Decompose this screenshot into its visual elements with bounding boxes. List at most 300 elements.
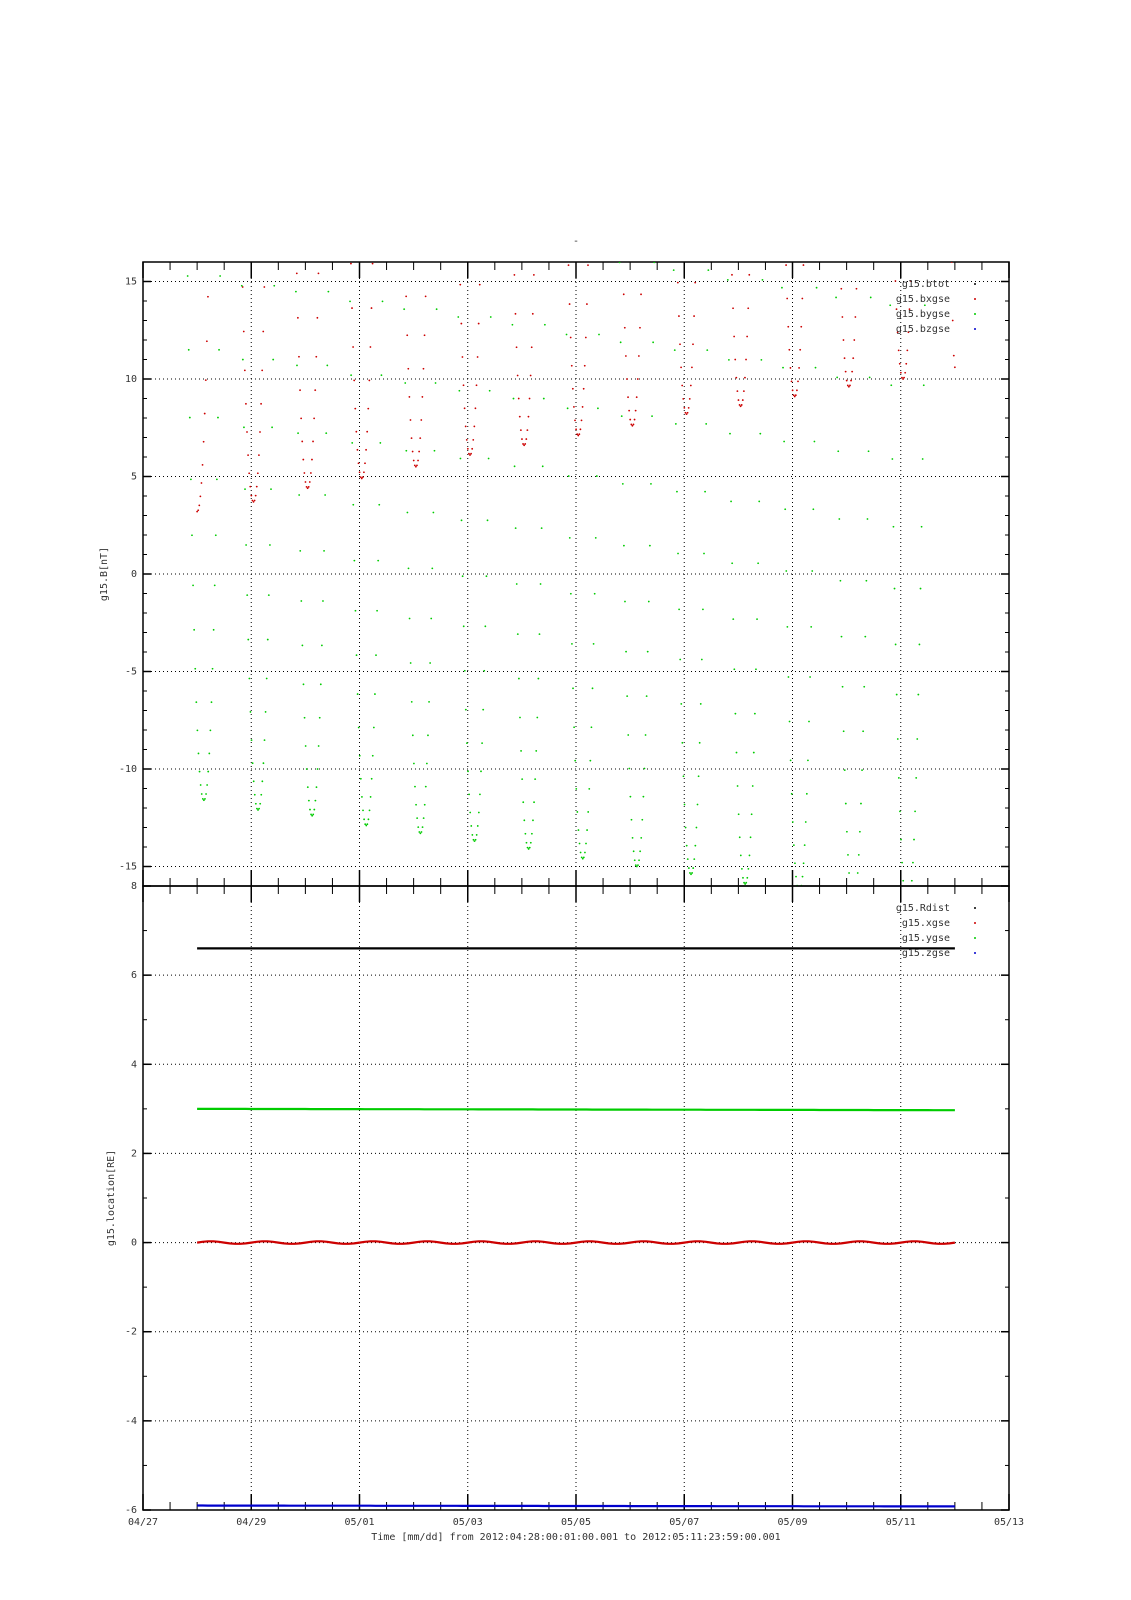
data-point — [846, 380, 848, 382]
data-point — [738, 399, 740, 401]
data-point — [206, 784, 208, 786]
data-point — [407, 512, 409, 514]
data-point — [811, 570, 813, 572]
data-point — [795, 394, 797, 396]
data-point — [693, 858, 695, 860]
data-point — [296, 365, 298, 367]
data-point — [784, 508, 786, 510]
data-point — [531, 346, 533, 348]
data-point — [314, 389, 316, 391]
data-point — [218, 349, 220, 351]
data-point — [516, 346, 518, 348]
data-point — [592, 687, 594, 689]
data-point — [803, 264, 805, 266]
data-point — [570, 593, 572, 595]
data-point — [201, 793, 203, 795]
data-point — [314, 800, 316, 802]
data-point — [543, 398, 545, 400]
data-point — [900, 372, 902, 374]
data-point — [520, 429, 522, 431]
data-point — [403, 308, 405, 310]
data-point — [787, 326, 789, 328]
data-point — [842, 686, 844, 688]
data-point — [531, 833, 533, 835]
data-point — [363, 471, 365, 473]
data-point — [425, 786, 427, 788]
data-point — [358, 727, 360, 729]
data-point — [475, 839, 477, 841]
data-point — [640, 293, 642, 295]
data-point — [851, 371, 853, 373]
data-point — [733, 668, 735, 670]
data-point — [378, 504, 380, 506]
data-point — [687, 412, 689, 414]
data-point — [700, 703, 702, 705]
data-point — [214, 584, 216, 586]
y-tick-label: 5 — [130, 471, 137, 483]
data-point — [406, 334, 408, 336]
figure-top-title: - — [572, 236, 580, 247]
data-point — [791, 380, 793, 382]
data-point — [431, 568, 433, 570]
data-point — [585, 843, 587, 845]
data-point — [807, 759, 809, 761]
data-point — [635, 410, 637, 412]
data-point — [324, 494, 326, 496]
data-point — [211, 701, 213, 703]
data-point — [192, 584, 194, 586]
data-point — [518, 398, 520, 400]
data-point — [305, 745, 307, 747]
data-point — [370, 796, 372, 798]
data-point — [731, 562, 733, 564]
data-point — [243, 331, 245, 333]
data-point — [476, 384, 478, 386]
data-point — [759, 433, 761, 435]
data-point — [800, 326, 802, 328]
data-point — [204, 798, 206, 800]
data-point — [259, 431, 261, 433]
data-point — [902, 880, 904, 882]
data-point — [459, 284, 461, 286]
y-tick-label: -10 — [118, 764, 137, 775]
data-point — [351, 307, 353, 309]
data-point — [569, 303, 571, 305]
y-tick-label: -15 — [118, 861, 137, 873]
data-point — [637, 864, 639, 866]
data-point — [199, 771, 201, 773]
data-point — [418, 451, 420, 453]
data-point — [789, 721, 791, 723]
data-point — [369, 809, 371, 811]
data-point — [922, 458, 924, 460]
data-point — [895, 644, 897, 646]
data-point — [528, 416, 530, 418]
data-point — [405, 450, 407, 452]
data-point — [646, 695, 648, 697]
data-point — [790, 367, 792, 369]
data-point — [366, 431, 368, 433]
data-point — [422, 826, 424, 828]
data-point — [413, 763, 415, 765]
data-point — [258, 454, 260, 456]
data-point — [205, 793, 207, 795]
data-point — [581, 419, 583, 421]
data-point — [521, 438, 523, 440]
data-point — [808, 721, 810, 723]
data-point — [634, 419, 636, 421]
data-point — [257, 472, 259, 474]
data-point — [573, 726, 575, 728]
data-point — [273, 285, 275, 287]
data-point — [366, 823, 368, 825]
data-point — [413, 460, 415, 462]
data-point — [532, 819, 534, 821]
data-point — [544, 324, 546, 326]
data-point — [728, 359, 730, 361]
data-point — [921, 526, 923, 528]
data-point — [539, 633, 541, 635]
legend — [896, 903, 976, 959]
data-point — [707, 269, 709, 271]
data-point — [647, 651, 649, 653]
data-point — [587, 264, 589, 266]
data-point — [579, 843, 581, 845]
data-point — [651, 415, 653, 417]
data-point — [376, 610, 378, 612]
data-point — [746, 336, 748, 338]
data-point — [899, 363, 901, 365]
legend-label: g15.ygse — [901, 933, 950, 944]
data-point — [272, 359, 274, 361]
data-point — [216, 478, 218, 480]
data-point — [642, 796, 644, 798]
data-point — [703, 553, 705, 555]
data-point — [301, 441, 303, 443]
data-point — [812, 508, 814, 510]
data-point — [375, 654, 377, 656]
data-point — [304, 717, 306, 719]
data-point — [628, 768, 630, 770]
data-point — [526, 429, 528, 431]
data-point — [634, 859, 636, 861]
data-point — [196, 729, 198, 731]
data-point — [298, 494, 300, 496]
data-point — [629, 796, 631, 798]
data-point — [533, 801, 535, 803]
data-point — [486, 575, 488, 577]
data-point — [201, 482, 203, 484]
data-point — [194, 668, 196, 670]
legend — [896, 279, 976, 335]
data-point — [263, 286, 265, 288]
data-point — [675, 423, 677, 425]
data-point — [735, 377, 737, 379]
data-point — [408, 396, 410, 398]
data-point — [732, 618, 734, 620]
data-point — [464, 670, 466, 672]
x-axis-label: Time [mm/dd] from 2012:04:28:00:01:00.001 to 2012:05:11:23:59:00.001 — [371, 1532, 781, 1543]
data-point — [641, 819, 643, 821]
y-tick-label: 8 — [130, 881, 137, 892]
data-point — [732, 307, 734, 309]
data-point — [484, 625, 486, 627]
data-point — [639, 850, 641, 852]
data-point — [483, 670, 485, 672]
data-point — [321, 645, 323, 647]
y-tick-label: 10 — [124, 374, 137, 385]
data-point — [352, 346, 354, 348]
data-point — [589, 760, 591, 762]
data-point — [364, 462, 366, 464]
data-point — [758, 501, 760, 503]
data-point — [741, 868, 743, 870]
legend-marker — [974, 937, 976, 939]
data-point — [320, 683, 322, 685]
data-point — [526, 842, 528, 844]
data-point — [298, 356, 300, 358]
data-point — [247, 639, 249, 641]
x-tick-label: 05/03 — [452, 1517, 483, 1528]
data-point — [676, 491, 678, 493]
legend-label: g15.bygse — [895, 309, 950, 320]
data-point — [213, 629, 215, 631]
data-point — [308, 486, 310, 488]
legend-marker — [974, 952, 976, 954]
data-point — [205, 379, 207, 381]
data-point — [674, 349, 676, 351]
data-point — [266, 678, 268, 680]
data-point — [862, 730, 864, 732]
data-point — [733, 336, 735, 338]
data-point — [586, 303, 588, 305]
data-point — [893, 526, 895, 528]
data-point — [199, 496, 201, 498]
data-point — [574, 760, 576, 762]
data-point — [460, 323, 462, 325]
data-point — [212, 668, 214, 670]
data-point — [748, 274, 750, 276]
data-point — [734, 713, 736, 715]
x-tick-label: 05/07 — [669, 1517, 700, 1528]
data-point — [894, 588, 896, 590]
panel-location — [106, 881, 1009, 1516]
data-point — [326, 365, 328, 367]
data-point — [652, 341, 654, 343]
data-point — [267, 639, 269, 641]
data-point — [208, 753, 210, 755]
data-point — [245, 544, 247, 546]
data-point — [358, 462, 360, 464]
data-point — [867, 518, 869, 520]
series-g15-xgse — [197, 1241, 955, 1244]
data-point — [414, 786, 416, 788]
data-point — [620, 341, 622, 343]
data-point — [680, 366, 682, 368]
data-point — [793, 844, 795, 846]
data-point — [567, 407, 569, 409]
data-point — [583, 388, 585, 390]
data-point — [464, 407, 466, 409]
data-point — [896, 694, 898, 696]
data-point — [576, 811, 578, 813]
data-point — [571, 643, 573, 645]
data-point — [370, 346, 372, 348]
legend-label: g15.bxgse — [895, 294, 950, 305]
data-point — [694, 282, 696, 284]
data-point — [318, 745, 320, 747]
data-point — [597, 407, 599, 409]
data-point — [753, 752, 755, 754]
data-point — [361, 796, 363, 798]
data-point — [542, 465, 544, 467]
data-point — [428, 701, 430, 703]
data-point — [638, 859, 640, 861]
data-point — [706, 349, 708, 351]
data-point — [247, 454, 249, 456]
data-point — [586, 829, 588, 831]
data-point — [843, 730, 845, 732]
data-point — [806, 793, 808, 795]
data-point — [899, 810, 901, 812]
data-point — [195, 701, 197, 703]
data-point — [260, 403, 262, 405]
data-point — [864, 636, 866, 638]
data-point — [463, 384, 465, 386]
data-point — [250, 711, 252, 713]
data-point — [687, 858, 689, 860]
data-point — [742, 399, 744, 401]
data-point — [327, 291, 329, 293]
data-point — [751, 813, 753, 815]
data-point — [854, 316, 856, 318]
data-point — [312, 441, 314, 443]
data-point — [840, 580, 842, 582]
data-point — [423, 368, 425, 370]
data-point — [363, 818, 365, 820]
data-point — [362, 809, 364, 811]
data-point — [462, 575, 464, 577]
data-point — [782, 367, 784, 369]
data-point — [573, 406, 575, 408]
data-point — [420, 419, 422, 421]
data-point — [890, 384, 892, 386]
data-point — [245, 403, 247, 405]
data-point — [848, 872, 850, 874]
data-point — [308, 800, 310, 802]
data-point — [954, 366, 956, 368]
data-point — [801, 298, 803, 300]
legend-marker — [974, 313, 976, 315]
data-point — [471, 834, 473, 836]
data-point — [421, 396, 423, 398]
data-point — [790, 759, 792, 761]
data-point — [835, 297, 837, 299]
data-point — [487, 519, 489, 521]
data-point — [357, 693, 359, 695]
data-point — [525, 438, 527, 440]
data-point — [317, 768, 319, 770]
data-point — [258, 808, 260, 810]
data-point — [837, 450, 839, 452]
data-point — [323, 550, 325, 552]
data-point — [594, 593, 596, 595]
data-point — [640, 837, 642, 839]
data-point — [189, 417, 191, 419]
data-point — [591, 726, 593, 728]
data-point — [690, 385, 692, 387]
legend-marker — [974, 328, 976, 330]
data-point — [584, 852, 586, 854]
data-point — [197, 509, 199, 511]
data-point — [738, 813, 740, 815]
data-point — [692, 343, 694, 345]
data-point — [644, 768, 646, 770]
data-point — [736, 390, 738, 392]
data-point — [190, 478, 192, 480]
data-point — [912, 862, 914, 864]
data-point — [513, 398, 515, 400]
data-point — [632, 837, 634, 839]
data-point — [850, 380, 852, 382]
data-point — [310, 472, 312, 474]
data-point — [847, 854, 849, 856]
data-point — [845, 803, 847, 805]
data-point — [215, 534, 217, 536]
data-point — [734, 359, 736, 361]
data-point — [691, 872, 693, 874]
legend-label: g15.zgse — [901, 948, 950, 959]
data-point — [702, 608, 704, 610]
data-point — [253, 780, 255, 782]
data-point — [242, 359, 244, 361]
data-point — [457, 316, 459, 318]
data-point — [246, 431, 248, 433]
data-point — [624, 327, 626, 329]
data-point — [404, 382, 406, 384]
data-point — [244, 488, 246, 490]
data-point — [524, 833, 526, 835]
data-point — [844, 769, 846, 771]
data-point — [352, 504, 354, 506]
data-point — [905, 363, 907, 365]
data-point — [677, 553, 679, 555]
data-point — [792, 389, 794, 391]
data-point — [479, 793, 481, 795]
data-point — [704, 491, 706, 493]
data-point — [741, 404, 743, 406]
data-point — [377, 560, 379, 562]
data-point — [629, 419, 631, 421]
data-point — [705, 423, 707, 425]
data-point — [462, 356, 464, 358]
data-point — [490, 316, 492, 318]
data-point — [513, 274, 515, 276]
data-point — [535, 750, 537, 752]
data-point — [203, 441, 205, 443]
shared-x-tick-labels — [128, 1517, 1024, 1528]
data-point — [694, 845, 696, 847]
data-point — [432, 512, 434, 514]
data-point — [411, 437, 413, 439]
data-point — [596, 475, 598, 477]
data-point — [465, 426, 467, 428]
data-point — [468, 793, 470, 795]
data-point — [434, 450, 436, 452]
data-point — [816, 287, 818, 289]
data-point — [265, 711, 267, 713]
legend-label: g15.xgse — [901, 918, 950, 929]
